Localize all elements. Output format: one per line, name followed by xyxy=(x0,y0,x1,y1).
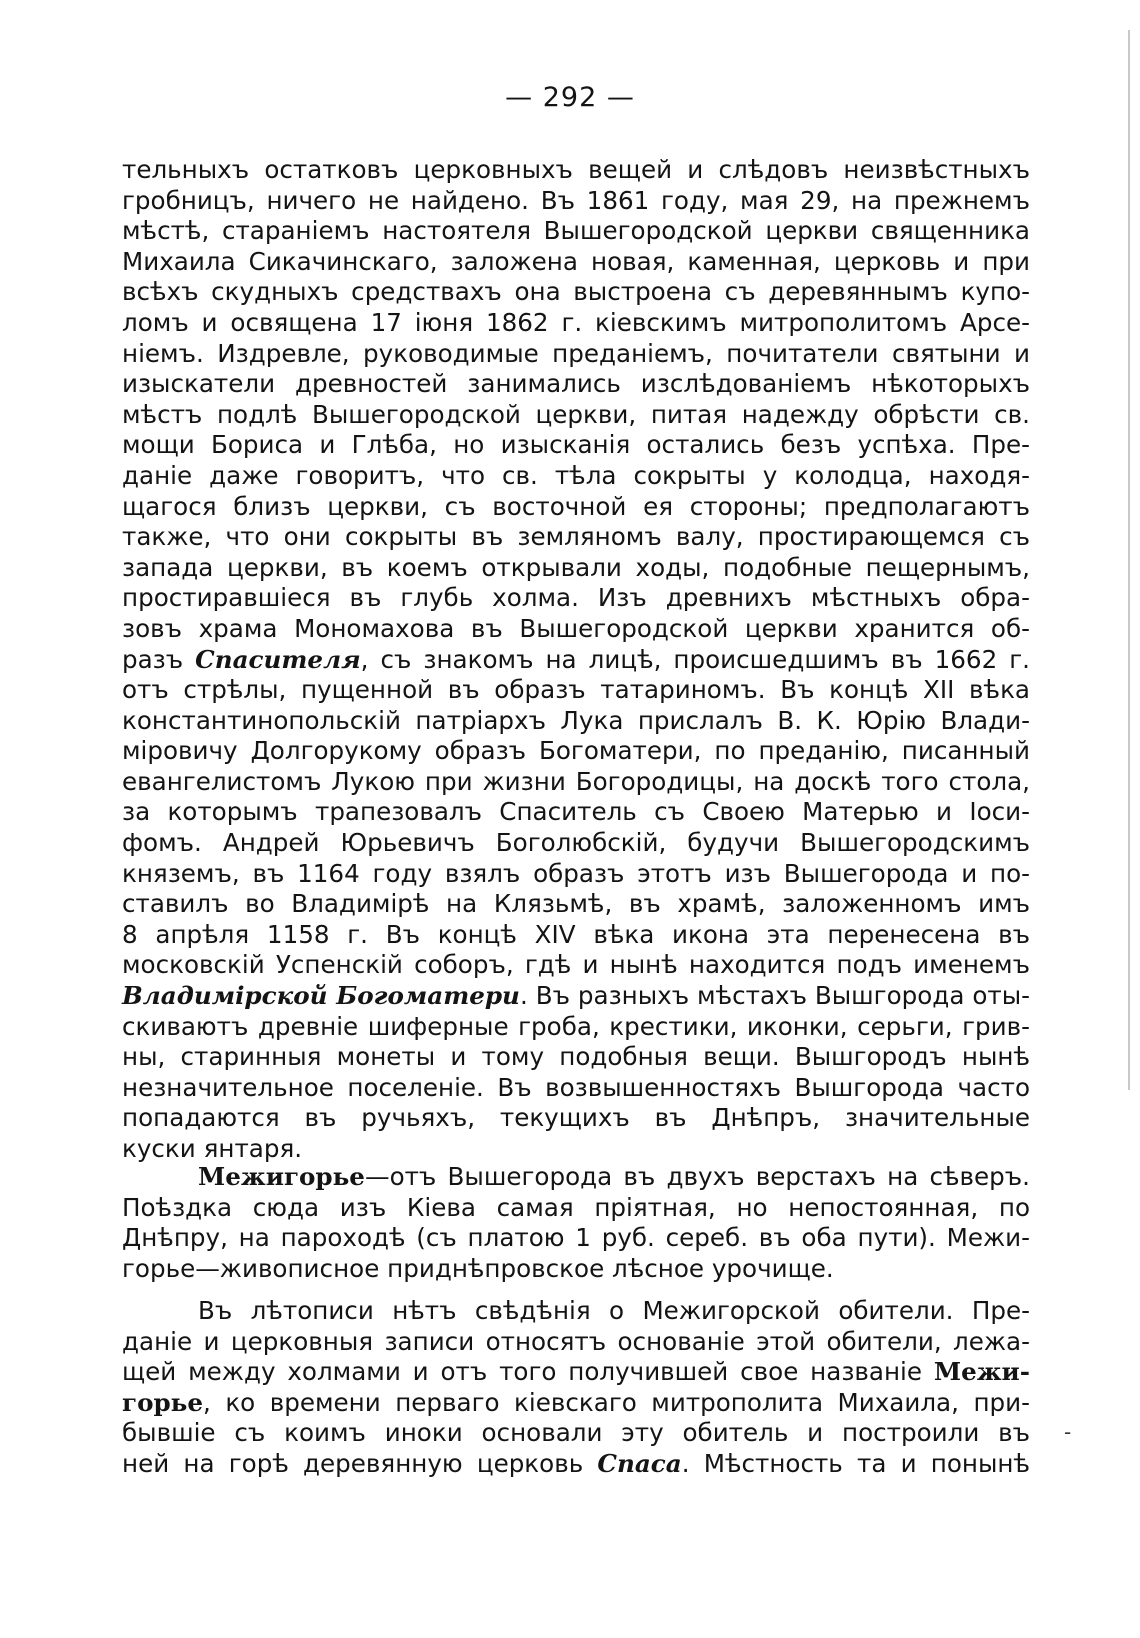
text-segment: гробницъ, ничего не найдено. Въ 1861 году, мая 29, на прежнемъ xyxy=(122,185,1030,215)
text-line xyxy=(122,1193,1030,1224)
text-segment: ны, старинныя монеты и тому подобныя вещи. Вышгородъ нынѣ xyxy=(122,1042,1030,1072)
text-segment: куски янтаря. xyxy=(122,1134,303,1163)
text-line xyxy=(122,369,1030,400)
text-line xyxy=(122,1254,1030,1285)
text-line xyxy=(122,247,1030,278)
text-line xyxy=(122,1388,1030,1419)
text-segment: константинопольскій патріархъ Лука прислалъ В. К. Юрію Влади- xyxy=(122,705,1030,735)
text-line xyxy=(122,950,1030,981)
text-line xyxy=(122,706,1030,737)
italic-name: Спасителя xyxy=(195,644,361,674)
text-segment: также, что они сокрыты въ земляномъ валу, простирающемся съ xyxy=(122,522,1030,552)
text-segment: запада церкви, въ коемъ открывали ходы, подобные пещернымъ, xyxy=(122,552,1030,582)
text-line xyxy=(122,1012,1030,1043)
text-segment: , ко времени перваго кіевскаго митрополита Михаила, при- xyxy=(203,1387,1030,1417)
text-segment: мѣстъ подлѣ Вышегородской церкви, питая надежду обрѣсти св. xyxy=(122,399,1030,429)
text-segment: княземъ, въ 1164 году взялъ образъ этотъ изъ Вышегорода и по- xyxy=(122,858,1030,888)
text-segment: евангелистомъ Лукою при жизни Богородицы, на доскѣ того стола, xyxy=(122,766,1030,796)
text-segment: мощи Бориса и Глѣба, но изысканія остались безъ успѣха. Пре- xyxy=(122,430,1030,460)
text-line xyxy=(122,400,1030,431)
paragraph-mezhigorsky-monastery xyxy=(122,1296,1030,1480)
text-segment: изыскатели древностей занимались изслѣдованіемъ нѣкоторыхъ xyxy=(122,369,1030,399)
text-line xyxy=(122,216,1030,247)
text-line xyxy=(122,1134,1030,1165)
text-segment: 8 апрѣля 1158 г. Въ концѣ XIV вѣка икона эта перенесена въ xyxy=(122,919,1030,949)
text-line xyxy=(122,430,1030,461)
text-line xyxy=(122,1296,1030,1327)
text-line xyxy=(122,186,1030,217)
page-number: — 292 — xyxy=(505,82,635,113)
text-segment: , съ знакомъ на лицѣ, происшедшимъ въ 1662 г. xyxy=(360,644,1030,674)
text-segment: . Мѣстность та и понынѣ xyxy=(681,1448,1030,1478)
italic-name: Владимірской Богоматери xyxy=(122,981,520,1011)
paragraph-mezhigorye xyxy=(122,1162,1030,1284)
text-line xyxy=(122,1162,1030,1193)
text-segment: зовъ храма Мономахова въ Вышегородской церкви хранится об- xyxy=(122,613,1030,643)
text-segment: бывшіе съ коимъ иноки основали эту обитель и построили въ xyxy=(122,1418,1030,1448)
text-line xyxy=(122,736,1030,767)
text-line xyxy=(122,645,1030,676)
text-line xyxy=(122,828,1030,859)
text-line xyxy=(122,1223,1030,1254)
text-line xyxy=(122,277,1030,308)
text-line xyxy=(122,859,1030,890)
text-line xyxy=(122,767,1030,798)
italic-name: Спаса xyxy=(597,1448,682,1478)
text-line xyxy=(122,1327,1030,1358)
text-line xyxy=(122,583,1030,614)
margin-dash-mark: - xyxy=(1064,1420,1072,1444)
bold-heading-word: горье xyxy=(122,1387,204,1417)
text-segment: даніе даже говоритъ, что св. тѣла сокрыты у колодца, находя- xyxy=(122,460,1030,490)
bold-heading-word: Межигорье xyxy=(198,1162,365,1191)
text-line xyxy=(122,889,1030,920)
text-line xyxy=(122,797,1030,828)
text-segment: Въ лѣтописи нѣтъ свѣдѣнія о Межигорской обители. Пре- xyxy=(198,1296,1030,1325)
text-line xyxy=(122,308,1030,339)
text-line xyxy=(122,1042,1030,1073)
text-line xyxy=(122,553,1030,584)
text-line xyxy=(122,522,1030,553)
bold-heading-word: Межи- xyxy=(933,1357,1030,1387)
text-segment: за которымъ трапезовалъ Спаситель съ Своею Матерью и Іоси- xyxy=(122,797,1030,827)
text-line xyxy=(122,492,1030,523)
text-line xyxy=(122,339,1030,370)
text-segment: тельныхъ остатковъ церковныхъ вещей и слѣдовъ неизвѣстныхъ xyxy=(122,155,1030,184)
text-segment: попадаются въ ручьяхъ, текущихъ въ Днѣпръ, значительные xyxy=(122,1103,1030,1133)
text-line xyxy=(122,1449,1030,1480)
text-line xyxy=(122,461,1030,492)
text-segment: . Въ разныхъ мѣстахъ Вышгорода оты- xyxy=(519,981,1030,1011)
text-line xyxy=(122,920,1030,951)
text-segment: незначительное поселеніе. Въ возвышенностяхъ Вышгорода часто xyxy=(122,1072,1030,1102)
text-segment: простиравшіеся въ глубь холма. Изъ древнихъ мѣстныхъ обра- xyxy=(122,583,1030,613)
text-segment: щей между холмами и отъ того получившей свое названіе xyxy=(122,1357,934,1387)
text-segment: горье—живописное приднѣпровское лѣсное урочище. xyxy=(122,1253,834,1283)
text-segment: разъ xyxy=(122,644,196,674)
text-line xyxy=(122,1103,1030,1134)
paragraph-vyshgorod xyxy=(122,155,1030,1165)
text-segment: Михаила Сикачинскаго, заложена новая, каменная, церковь и при xyxy=(122,246,1030,276)
text-segment: ставилъ во Владимірѣ на Клязьмѣ, въ храмѣ, заложенномъ имъ xyxy=(122,889,1030,919)
text-line xyxy=(122,1073,1030,1104)
text-line xyxy=(122,1357,1030,1388)
text-segment: Поѣздка сюда изъ Кіева самая пріятная, но непостоянная, по xyxy=(122,1192,1030,1222)
text-segment: скиваютъ древніе шиферные гроба, крестики, иконки, серьги, грив- xyxy=(122,1011,1030,1041)
text-line xyxy=(122,675,1030,706)
scan-edge-line xyxy=(1128,30,1130,1090)
text-segment: Днѣпру, на пароходѣ (съ платою 1 руб. сереб. въ оба пути). Межи- xyxy=(122,1223,1030,1253)
text-segment: отъ стрѣлы, пущенной въ образъ татариномъ. Въ концѣ XII вѣка xyxy=(122,675,1030,705)
text-segment: міровичу Долгорукому образъ Богоматери, по преданію, писанный xyxy=(122,736,1030,766)
text-line xyxy=(122,981,1030,1012)
text-segment: даніе и церковныя записи относятъ основаніе этой обители, лежа- xyxy=(122,1326,1030,1356)
text-segment: московскій Успенскій соборъ, гдѣ и нынѣ находится подъ именемъ xyxy=(122,950,1030,980)
text-segment: ніемъ. Издревле, руководимые преданіемъ, почитатели святыни и xyxy=(122,338,1030,368)
text-segment: всѣхъ скудныхъ средствахъ она выстроена съ деревяннымъ купо- xyxy=(122,277,1030,307)
text-line xyxy=(122,1418,1030,1449)
text-segment: фомъ. Андрей Юрьевичъ Боголюбскій, будучи Вышегородскимъ xyxy=(122,828,1030,858)
text-segment: ней на горѣ деревянную церковь xyxy=(122,1448,598,1478)
text-segment: —отъ Вышегорода въ двухъ верстахъ на сѣверъ. xyxy=(364,1162,1030,1191)
text-line xyxy=(122,614,1030,645)
text-segment: щагося близъ церкви, съ восточной ея стороны; предполагаютъ xyxy=(122,491,1030,521)
text-segment: ломъ и освящена 17 іюня 1862 г. кіевскимъ митрополитомъ Арсе- xyxy=(122,307,1030,337)
text-segment: мѣстѣ, стараніемъ настоятеля Вышегородской церкви священника xyxy=(122,216,1030,246)
text-line xyxy=(122,155,1030,186)
